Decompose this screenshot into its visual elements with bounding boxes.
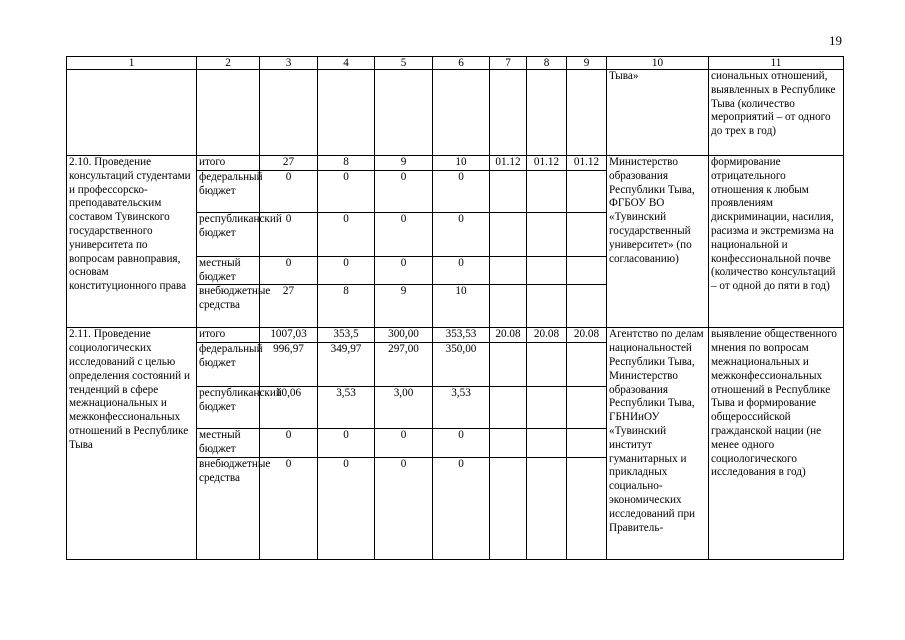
measure-2-11-title: 2.11. Проведение социологических исследований с целью определения состояний и тенденций в сфере межнациональных и межконфессиональных отношений в Республике Тыва — [67, 328, 197, 559]
measure-2-11-executor: Агентство по делам национальностей Республики Тыва, Министерство образования Республики Тыва, ГБНИиОУ «Тувинский институт гуманитарных и прикладных социально-экономических исследований при Правитель- — [607, 328, 709, 559]
value-cell: 0 — [318, 457, 375, 559]
date-cell: 20.08 — [527, 328, 567, 343]
value-total: 27 — [260, 156, 318, 171]
continuation-result: сиональных отношений, выявленных в Республике Тыва (количество мероприятий – от одного до трех в год) — [709, 70, 844, 156]
value-cell: 0 — [375, 256, 433, 285]
table-row — [67, 328, 844, 343]
value-cell: 8 — [318, 285, 375, 328]
date-cell: 01.12 — [527, 156, 567, 171]
funding-source: внебюджетные средства — [197, 457, 260, 559]
date-cell: 20.08 — [490, 328, 527, 343]
date-cell: 01.12 — [490, 156, 527, 171]
value-cell: 0 — [260, 170, 318, 212]
value-cell: 0 — [433, 457, 490, 559]
value-total: 1007,03 — [260, 328, 318, 343]
value-cell: 996,97 — [260, 343, 318, 387]
value-cell: 0 — [433, 212, 490, 256]
value-cell: 0 — [260, 429, 318, 458]
continuation-executor: Тыва» — [607, 70, 709, 156]
value-cell: 0 — [318, 256, 375, 285]
value-cell: 10 — [433, 156, 490, 171]
value-cell: 8 — [318, 156, 375, 171]
header-cell: 11 — [709, 57, 844, 70]
value-cell: 0 — [375, 457, 433, 559]
page-number: 19 — [829, 33, 842, 48]
value-cell: 0 — [433, 429, 490, 458]
value-cell: 3,53 — [433, 387, 490, 429]
funding-source: федеральный бюджет — [197, 170, 260, 212]
value-cell: 27 — [260, 285, 318, 328]
value-cell: 0 — [260, 457, 318, 559]
header-cell: 9 — [567, 57, 607, 70]
header-cell: 8 — [527, 57, 567, 70]
measure-2-10-title: 2.10. Проведение консультаций студентами и профессорско-преподавательским составом Тувинского государственного университета по вопросам равноправия, основам конституционного права — [67, 156, 197, 328]
table-row — [67, 156, 844, 171]
value-cell: 9 — [375, 285, 433, 328]
header-cell: 10 — [607, 57, 709, 70]
date-cell: 20.08 — [567, 328, 607, 343]
funding-source: федеральный бюджет — [197, 343, 260, 387]
table-header-row — [67, 57, 844, 70]
value-cell: 0 — [318, 429, 375, 458]
value-cell: 10,06 — [260, 387, 318, 429]
value-cell: 353,53 — [433, 328, 490, 343]
value-cell: 0 — [433, 256, 490, 285]
header-cell: 4 — [318, 57, 375, 70]
value-cell: 0 — [433, 170, 490, 212]
measure-2-11-result: выявление общественного мнения по вопросам межнациональных и межконфессиональных отношений в Республике Тыва и формирование общероссийской гражданской нации (не менее одного социологического исследования в год) — [709, 328, 844, 559]
value-cell: 349,97 — [318, 343, 375, 387]
value-cell: 353,5 — [318, 328, 375, 343]
funding-source: итого — [197, 328, 260, 343]
header-cell: 6 — [433, 57, 490, 70]
funding-source: республиканский бюджет — [197, 212, 260, 256]
value-cell: 3,00 — [375, 387, 433, 429]
funding-source: республиканский бюджет — [197, 387, 260, 429]
date-cell: 01.12 — [567, 156, 607, 171]
value-cell: 350,00 — [433, 343, 490, 387]
value-cell: 0 — [318, 170, 375, 212]
funding-source: итого — [197, 156, 260, 171]
measure-2-10-executor: Министерство образования Республики Тыва, ФГБОУ ВО «Тувинский государственный университет» (по согласованию) — [607, 156, 709, 328]
header-cell: 1 — [67, 57, 197, 70]
header-cell: 3 — [260, 57, 318, 70]
value-cell: 0 — [318, 212, 375, 256]
continuation-row — [67, 70, 844, 156]
header-cell: 7 — [490, 57, 527, 70]
value-cell: 0 — [375, 429, 433, 458]
value-cell: 0 — [260, 212, 318, 256]
value-cell: 10 — [433, 285, 490, 328]
value-cell: 0 — [260, 256, 318, 285]
funding-source: внебюджетные средства — [197, 285, 260, 328]
value-cell: 0 — [375, 170, 433, 212]
measure-2-10-result: формирование отрицательного отношения к любым проявлениям дискриминации, насилия, расизма и экстремизма на национальной и конфессиональной почве (количество консультаций – от одной до пяти в год) — [709, 156, 844, 328]
value-cell: 3,53 — [318, 387, 375, 429]
funding-source: местный бюджет — [197, 429, 260, 458]
funding-source: местный бюджет — [197, 256, 260, 285]
header-cell: 2 — [197, 57, 260, 70]
value-cell: 300,00 — [375, 328, 433, 343]
value-cell: 0 — [375, 212, 433, 256]
budget-table — [66, 56, 844, 560]
value-cell: 9 — [375, 156, 433, 171]
header-cell: 5 — [375, 57, 433, 70]
value-cell: 297,00 — [375, 343, 433, 387]
